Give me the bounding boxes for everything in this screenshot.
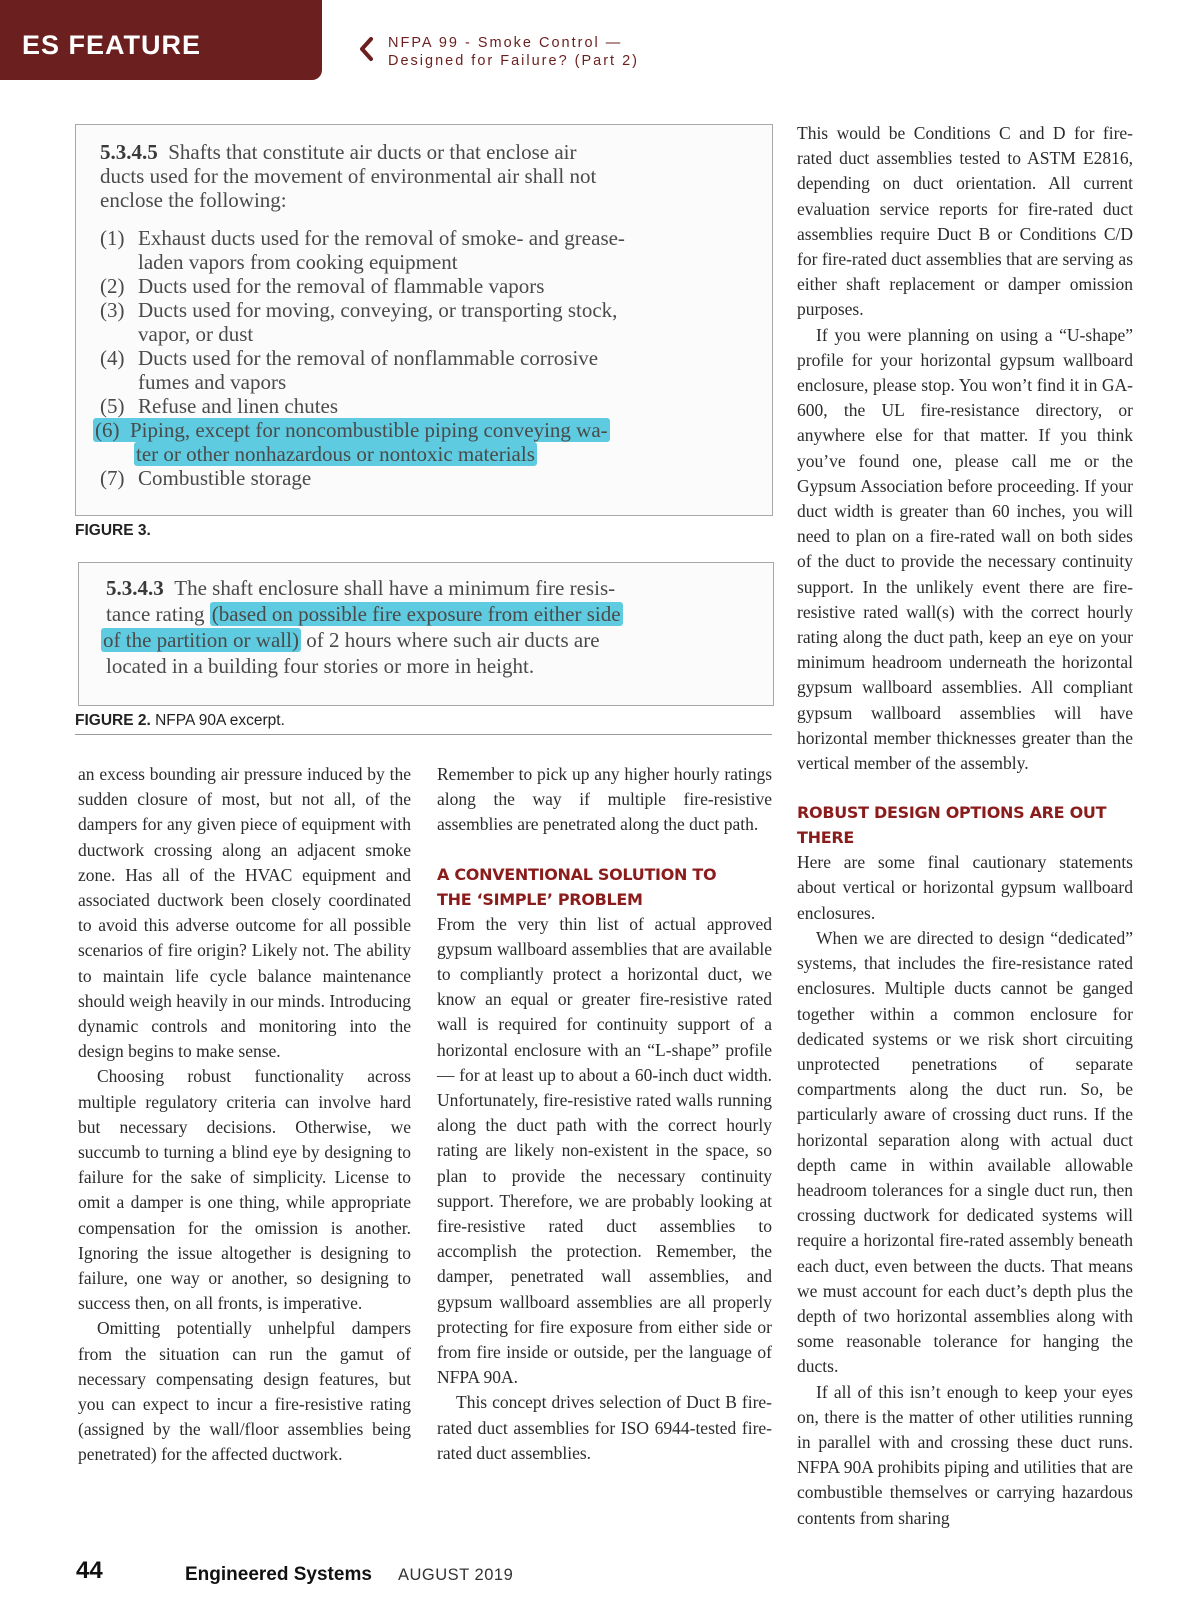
fig2-line3: of the partition or wall) of 2 hours where such air ducts are — [103, 628, 600, 652]
fig2-line2: tance rating (based on possible fire exposure from either side — [106, 602, 621, 626]
magazine-name: Engineered Systems — [185, 1564, 372, 1585]
fig3-item-text: vapor, or dust — [138, 322, 254, 346]
fig3-item-text: laden vapors from cooking equipment — [138, 250, 458, 274]
fig2-line4: located in a building four stories or more in height. — [106, 654, 535, 678]
fig2-line1: 5.3.4.3 The shaft enclosure shall have a minimum fire resis- — [106, 576, 616, 600]
fig3-intro-line2: ducts used for the movement of environmental air shall not — [100, 164, 597, 188]
series-title-line1: NFPA 99 - Smoke Control — — [388, 35, 623, 51]
fig3-highlighted-item-cont: ter or other nonhazardous or nontoxic materials — [136, 442, 535, 466]
fig3-item-text: Exhaust ducts used for the removal of smoke- and grease- — [138, 226, 625, 250]
paragraph: Remember to pick up any higher hourly ratings along the way if multiple fire-resistive assemblies are penetrated along the duct path. — [437, 764, 772, 835]
paragraph: an excess bounding air pressure induced by the sudden closure of most, but not all, of the dampers for any given piece of equipment with ductwork crossing along an adjacent smoke zone. Has all of the HVAC equipment and associated ductwork been closely coordinated to avoid this adverse outcome for all possible scenarios of fire origin? Likely not. The ability to maintain life cycle balance maintenance should weigh heavily in our minds. Introducing dynamic controls and monitoring into the design begins to make sense. — [78, 764, 411, 1062]
figure-divider — [75, 734, 772, 735]
chevron-left-icon[interactable] — [356, 34, 378, 64]
fig3-item-text: Ducts used for moving, conveying, or transporting stock, — [138, 298, 618, 322]
paragraph: This concept drives selection of Duct B fire-rated duct assemblies for ISO 6944-tested fire-rated duct assemblies. — [437, 1392, 772, 1463]
fig3-intro-line1: 5.3.4.5 Shafts that constitute air ducts or that enclose air — [100, 140, 577, 164]
subheading: ROBUST DESIGN OPTIONS ARE OUT THERE — [797, 803, 1107, 848]
section-tab — [0, 0, 322, 80]
paragraph: From the very thin list of actual approved gypsum wallboard assemblies that are available to compliantly protect a horizontal duct, we know an equal or greater fire-resistive rated wall is required for continuity support of a horizontal enclosure with an “L-shape” profile — for at least up to about a 60-inch duct width. Unfortunately, fire-resistive rated walls running along the duct path with the correct hourly rating are likely non-existent in the space, so plan to provide the necessary continuity support. Therefore, we are probably looking at fire-resistive rated duct assemblies to accomplish the protection. Remember, the damper, penetrated wall assemblies, and gypsum wallboard assemblies are all properly protecting for fire exposure from either side or from fire inside or outside, per the language of NFPA 90A. — [437, 913, 772, 1388]
fig3-item-text: Refuse and linen chutes — [138, 394, 339, 418]
subheading: A CONVENTIONAL SOLUTION TO THE ‘SIMPLE’ PROBLEM — [437, 864, 717, 909]
article-column-middle — [437, 762, 772, 1466]
paragraph: When we are directed to design “dedicated” systems, that includes the fire-resistance rated enclosures. Multiple ducts cannot be ganged together within a common enclosure for dedicated systems or we risk short circuiting unprotected penetrations of separate compartments along the duct run. So, be particularly aware of crossing duct runs. If the horizontal separation along with actual duct depth came in within available allowable headroom tolerances for a single duct run, then crossing ductwork for dedicated systems will require a horizontal fire-rated assembly beneath each duct, even between the ducts. That means we must account for each duct’s depth plus the depth of two horizontal assemblies along with some reasonable tolerance for hanging the ducts. — [797, 927, 1133, 1377]
paragraph: If all of this isn’t enough to keep your eyes on, there is the matter of other utilities running in parallel with and crossing these duct runs. NFPA 90A prohibits piping and utilities that are combustible themselves or carrying hazardous contents from sharing — [797, 1381, 1133, 1528]
fig3-highlighted-item: (6) Piping, except for noncombustible piping conveying wa- — [95, 418, 608, 442]
issue-date: AUGUST 2019 — [398, 1566, 514, 1584]
fig3-item-text: fumes and vapors — [138, 370, 287, 394]
paragraph: Here are some final cautionary statements about vertical or horizontal gypsum wallboard enclosures. — [797, 852, 1133, 923]
page-number: 44 — [76, 1557, 103, 1584]
fig3-item-number: (7) — [100, 466, 125, 490]
section-label: ES FEATURE — [22, 30, 202, 60]
fig3-item-number: (2) — [100, 274, 125, 298]
paragraph: If you were planning on using a “U-shape” profile for your horizontal gypsum wallboard enclosure, please stop. You won’t find it in GA-600, the UL fire-resistance directory, or anywhere else for that matter. If you think you’ve found one, please call me or the Gypsum Association before proceeding. If your duct width is greater than 60 inches, you will need to plan on a fire-rated wall on both sides of the duct to provide the necessary continuity support. In the unlikely event there are fire-resistive rated wall(s) with the correct hourly rating along the duct path, keep an eye on your minimum headroom underneath the horizontal gypsum wallboard assemblies. All compliant gypsum wallboard assemblies will have horizontal member thicknesses greater than the vertical member of the assembly. — [797, 324, 1133, 774]
figure-2-caption: FIGURE 2. NFPA 90A excerpt. — [75, 712, 285, 729]
fig3-intro-line3: enclose the following: — [100, 188, 287, 212]
fig3-item-text: Ducts used for the removal of flammable vapors — [138, 274, 545, 298]
paragraph: Omitting potentially unhelpful dampers from the situation can run the gamut of necessary compensating design features, but you can expect to incur a fire-resistive rating (assigned by the wall/floor assemblies being penetrated) for the affected ductwork. — [78, 1318, 411, 1465]
fig3-item-number: (3) — [100, 298, 125, 322]
series-title-line2: Designed for Failure? (Part 2) — [388, 53, 639, 69]
paragraph: This would be Conditions C and D for fire-rated duct assemblies tested to ASTM E2816, depending on duct orientation. All current evaluation service reports for fire-rated duct assemblies require Duct B or Conditions C/D for fire-rated duct assemblies that are serving as either shaft replacement or damper omission purposes. — [797, 123, 1133, 320]
figure-3-excerpt — [75, 124, 773, 516]
article-column-left — [78, 762, 411, 1468]
fig3-item-text: Ducts used for the removal of nonflammable corrosive — [138, 346, 599, 370]
fig3-item-number: (5) — [100, 394, 125, 418]
series-link[interactable] — [388, 34, 639, 70]
paragraph: Choosing robust functionality across multiple regulatory criteria can involve hard but necessary decisions. Otherwise, we succumb to turning a blind eye by designing to failure for the sake of simplicity. License to omit a damper is one thing, while appropriate compensation for the omission is another. Ignoring the issue altogether is designing to failure, one way or another, so designing to success then, on all fronts, is imperative. — [78, 1066, 411, 1314]
fig3-item-number: (1) — [100, 226, 125, 250]
fig3-item-number: (4) — [100, 346, 125, 370]
figure-3-caption: FIGURE 3. — [75, 522, 151, 539]
figure-2-excerpt — [78, 562, 774, 706]
article-column-right — [797, 121, 1133, 1531]
fig3-item-text: Combustible storage — [138, 466, 312, 490]
